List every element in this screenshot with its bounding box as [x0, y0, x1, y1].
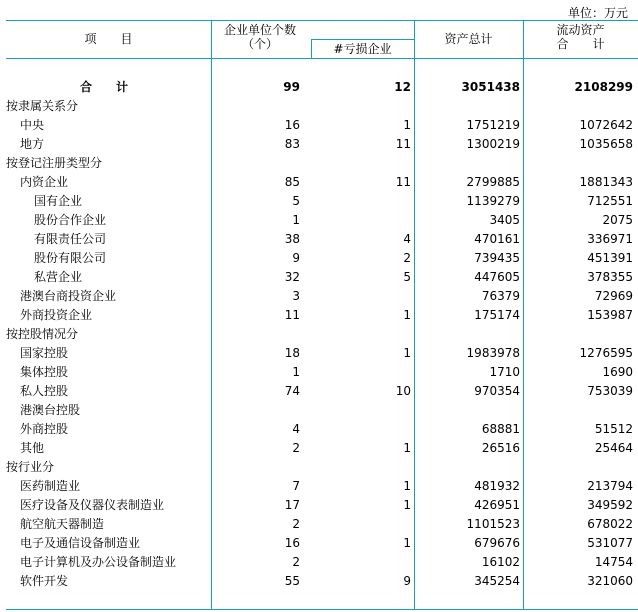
row-label: 航空航天器制造: [20, 517, 105, 531]
cell-count: 32: [284, 270, 300, 284]
table-bottom-rule: [6, 609, 638, 610]
cell-current: 51512: [594, 422, 633, 436]
cell-current: 712551: [587, 194, 633, 208]
header-top-rule: [6, 20, 638, 21]
cell-count: 5: [292, 194, 300, 208]
row-label: 集体控股: [20, 365, 69, 379]
cell-current: 531077: [587, 536, 633, 550]
cell-count: 55: [284, 574, 300, 588]
cell-count: 7: [292, 479, 300, 493]
row-label: 国家控股: [20, 346, 69, 360]
row-label: 国有企业: [34, 194, 83, 208]
row-label: 按登记注册类型分: [6, 156, 103, 170]
total-loss: 12: [394, 80, 411, 94]
header-total-assets: 资产总计: [444, 32, 493, 46]
cell-loss: 1: [403, 308, 411, 322]
cell-current: 25464: [594, 441, 633, 455]
cell-assets: 679676: [474, 536, 520, 550]
cell-assets: 470161: [474, 232, 520, 246]
row-label: 私人控股: [20, 384, 69, 398]
row-label: 地方: [20, 137, 45, 151]
cell-current: 321060: [587, 574, 633, 588]
cell-count: 2: [292, 555, 300, 569]
row-label: 医药制造业: [20, 479, 81, 493]
header-current-line1: 流动资产: [556, 23, 605, 37]
cell-current: 2075: [602, 213, 633, 227]
cell-assets: 1710: [489, 365, 520, 379]
header-count-line1: 企业单位个数: [223, 23, 296, 37]
cell-assets: 1751219: [466, 118, 520, 132]
cell-current: 1072642: [579, 118, 633, 132]
row-label: 其他: [20, 441, 45, 455]
header-count-line2: （个）: [241, 37, 278, 51]
cell-current: 1276595: [579, 346, 633, 360]
cell-assets: 2799885: [466, 175, 520, 189]
total-label: 合 计: [80, 80, 129, 94]
cell-assets: 1101523: [466, 517, 520, 531]
cell-count: 2: [292, 517, 300, 531]
cell-loss: 2: [403, 251, 411, 265]
cell-current: 753039: [587, 384, 633, 398]
row-label: 港澳台控股: [20, 403, 81, 417]
row-label: 医疗设备及仪器仪表制造业: [20, 498, 165, 512]
row-label: 按行业分: [6, 460, 55, 474]
cell-loss: 1: [403, 346, 411, 360]
cell-count: 4: [292, 422, 300, 436]
cell-count: 1: [292, 365, 300, 379]
cell-assets: 345254: [474, 574, 520, 588]
cell-assets: 16102: [481, 555, 520, 569]
row-label: 软件开发: [20, 574, 69, 588]
cell-loss: 9: [403, 574, 411, 588]
cell-assets: 426951: [474, 498, 520, 512]
row-label: 按隶属关系分: [6, 99, 79, 113]
cell-current: 1035658: [579, 137, 633, 151]
cell-count: 18: [284, 346, 300, 360]
cell-loss: 5: [403, 270, 411, 284]
cell-assets: 175174: [474, 308, 520, 322]
cell-count: 83: [284, 137, 300, 151]
cell-assets: 481932: [474, 479, 520, 493]
cell-assets: 1983978: [466, 346, 520, 360]
row-label: 中央: [20, 118, 45, 132]
row-label: 内资企业: [20, 175, 69, 189]
cell-assets: 739435: [474, 251, 520, 265]
cell-assets: 68881: [481, 422, 520, 436]
row-label: 私营企业: [34, 270, 83, 284]
cell-loss: 4: [403, 232, 411, 246]
cell-current: 72969: [594, 289, 633, 303]
cell-current: 451391: [587, 251, 633, 265]
cell-count: 1: [292, 213, 300, 227]
cell-assets: 1139279: [466, 194, 520, 208]
header-loss-firms: #亏损企业: [333, 42, 392, 56]
row-label: 股份有限公司: [34, 251, 107, 265]
cell-count: 38: [284, 232, 300, 246]
cell-assets: 447605: [474, 270, 520, 284]
cell-loss: 11: [395, 175, 411, 189]
row-label: 港澳台商投资企业: [20, 289, 117, 303]
cell-count: 16: [284, 118, 300, 132]
cell-current: 349592: [587, 498, 633, 512]
row-label: 有限责任公司: [34, 232, 107, 246]
cell-current: 1690: [602, 365, 633, 379]
cell-assets: 3405: [489, 213, 520, 227]
cell-current: 1881343: [579, 175, 633, 189]
cell-loss: 11: [395, 137, 411, 151]
row-label: 外商控股: [20, 422, 69, 436]
cell-current: 213794: [587, 479, 633, 493]
cell-count: 74: [284, 384, 300, 398]
cell-loss: 1: [403, 536, 411, 550]
row-label: 按控股情况分: [6, 327, 79, 341]
row-label: 股份合作企业: [34, 213, 107, 227]
cell-assets: 970354: [474, 384, 520, 398]
cell-current: 378355: [587, 270, 633, 284]
cell-count: 9: [292, 251, 300, 265]
cell-loss: 1: [403, 441, 411, 455]
cell-count: 16: [284, 536, 300, 550]
header-item: 项 目: [84, 32, 133, 46]
cell-count: 11: [284, 308, 300, 322]
row-label: 电子计算机及办公设备制造业: [20, 555, 177, 569]
cell-current: 153987: [587, 308, 633, 322]
row-label: 电子及通信设备制造业: [20, 536, 141, 550]
cell-loss: 1: [403, 498, 411, 512]
header-bottom-rule: [6, 58, 638, 59]
cell-loss: 1: [403, 118, 411, 132]
cell-count: 3: [292, 289, 300, 303]
cell-assets: 26516: [481, 441, 520, 455]
header-sub-rule: [311, 39, 414, 40]
cell-current: 336971: [587, 232, 633, 246]
cell-loss: 10: [395, 384, 411, 398]
cell-current: 678022: [587, 517, 633, 531]
cell-assets: 76379: [481, 289, 520, 303]
row-label: 外商投资企业: [20, 308, 93, 322]
unit-label: 单位：万元: [567, 6, 628, 20]
cell-assets: 1300219: [466, 137, 520, 151]
total-count: 99: [283, 80, 300, 94]
cell-count: 85: [284, 175, 300, 189]
total-assets: 3051438: [461, 80, 520, 94]
cell-count: 2: [292, 441, 300, 455]
cell-current: 14754: [594, 555, 633, 569]
header-current-line2: 合 计: [556, 37, 605, 51]
cell-count: 17: [284, 498, 300, 512]
cell-loss: 1: [403, 479, 411, 493]
total-current: 2108299: [574, 80, 633, 94]
